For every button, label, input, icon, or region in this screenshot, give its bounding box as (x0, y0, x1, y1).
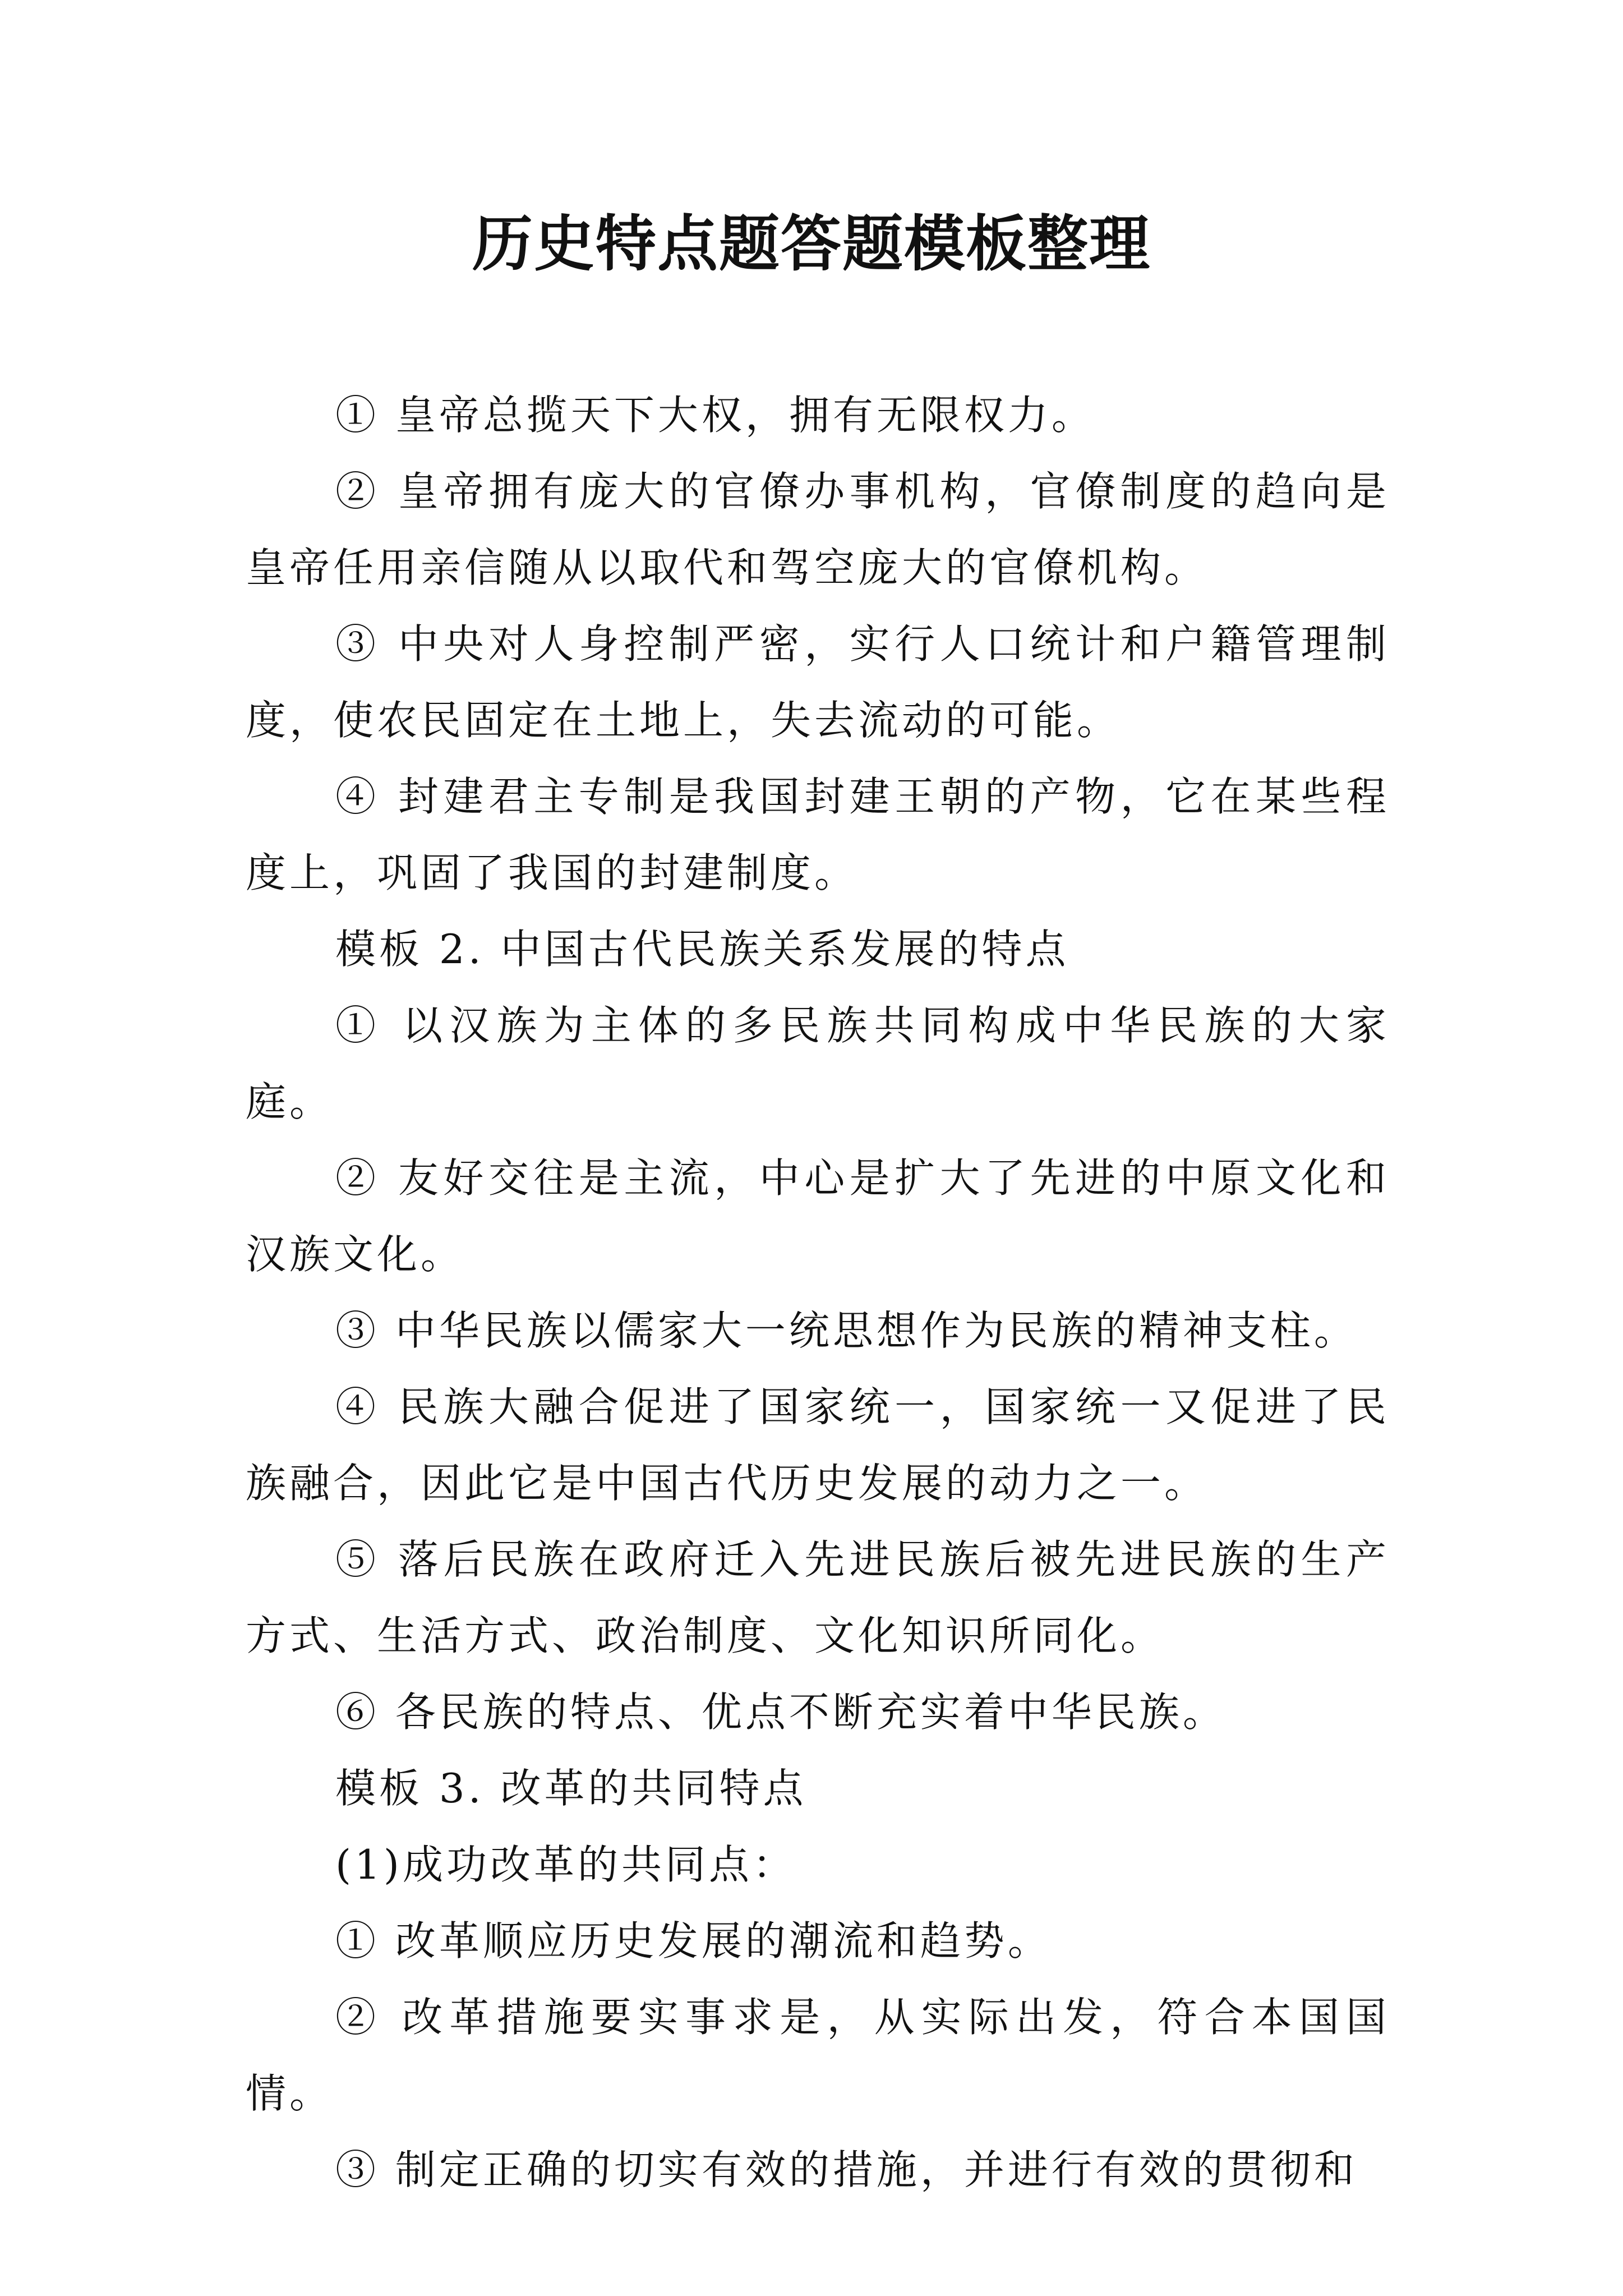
document-body (246, 377, 1390, 2208)
paragraph: ② 皇帝拥有庞大的官僚办事机构，官僚制度的趋向是皇帝任用亲信随从以取代和驾空庞大的官僚机构。 (246, 468, 1390, 591)
paragraph: ③ 制定正确的切实有效的措施，并进行有效的贯彻和 (335, 2146, 1358, 2193)
paragraph: ③ 中央对人身控制严密，实行人口统计和户籍管理制度，使农民固定在土地上，失去流动的可能。 (246, 620, 1390, 744)
paragraph: ① 皇帝总揽天下大权，拥有无限权力。 (335, 392, 1095, 439)
paragraph: ① 以汉族为主体的多民族共同构成中华民族的大家庭。 (246, 1002, 1390, 1125)
paragraph: ① 改革顺应历史发展的潮流和趋势。 (335, 1917, 1052, 1964)
section-heading: 模板 2. 中国古代民族关系发展的特点 (335, 926, 1069, 973)
paragraph: ② 友好交往是主流，中心是扩大了先进的中原文化和汉族文化。 (246, 1154, 1390, 1278)
paragraph: ⑤ 落后民族在政府迁入先进民族后被先进民族的生产方式、生活方式、政治制度、文化知识所同化。 (246, 1536, 1390, 1659)
subsection-heading: (1)成功改革的共同点： (335, 1841, 796, 1888)
document-title: 历史特点题答题模板整理 (472, 209, 1151, 279)
paragraph: ③ 中华民族以儒家大一统思想作为民族的精神支柱。 (335, 1307, 1358, 1354)
paragraph: ④ 封建君主专制是我国封建王朝的产物，它在某些程度上，巩固了我国的封建制度。 (246, 773, 1390, 896)
paragraph: ② 改革措施要实事求是，从实际出发，符合本国国情。 (246, 1994, 1390, 2117)
paragraph: ④ 民族大融合促进了国家统一，国家统一又促进了民族融合，因此它是中国古代历史发展的动力之一。 (246, 1383, 1390, 1507)
section-heading: 模板 3. 改革的共同特点 (335, 1765, 807, 1812)
paragraph: ⑥ 各民族的特点、优点不断充实着中华民族。 (335, 1688, 1227, 1736)
